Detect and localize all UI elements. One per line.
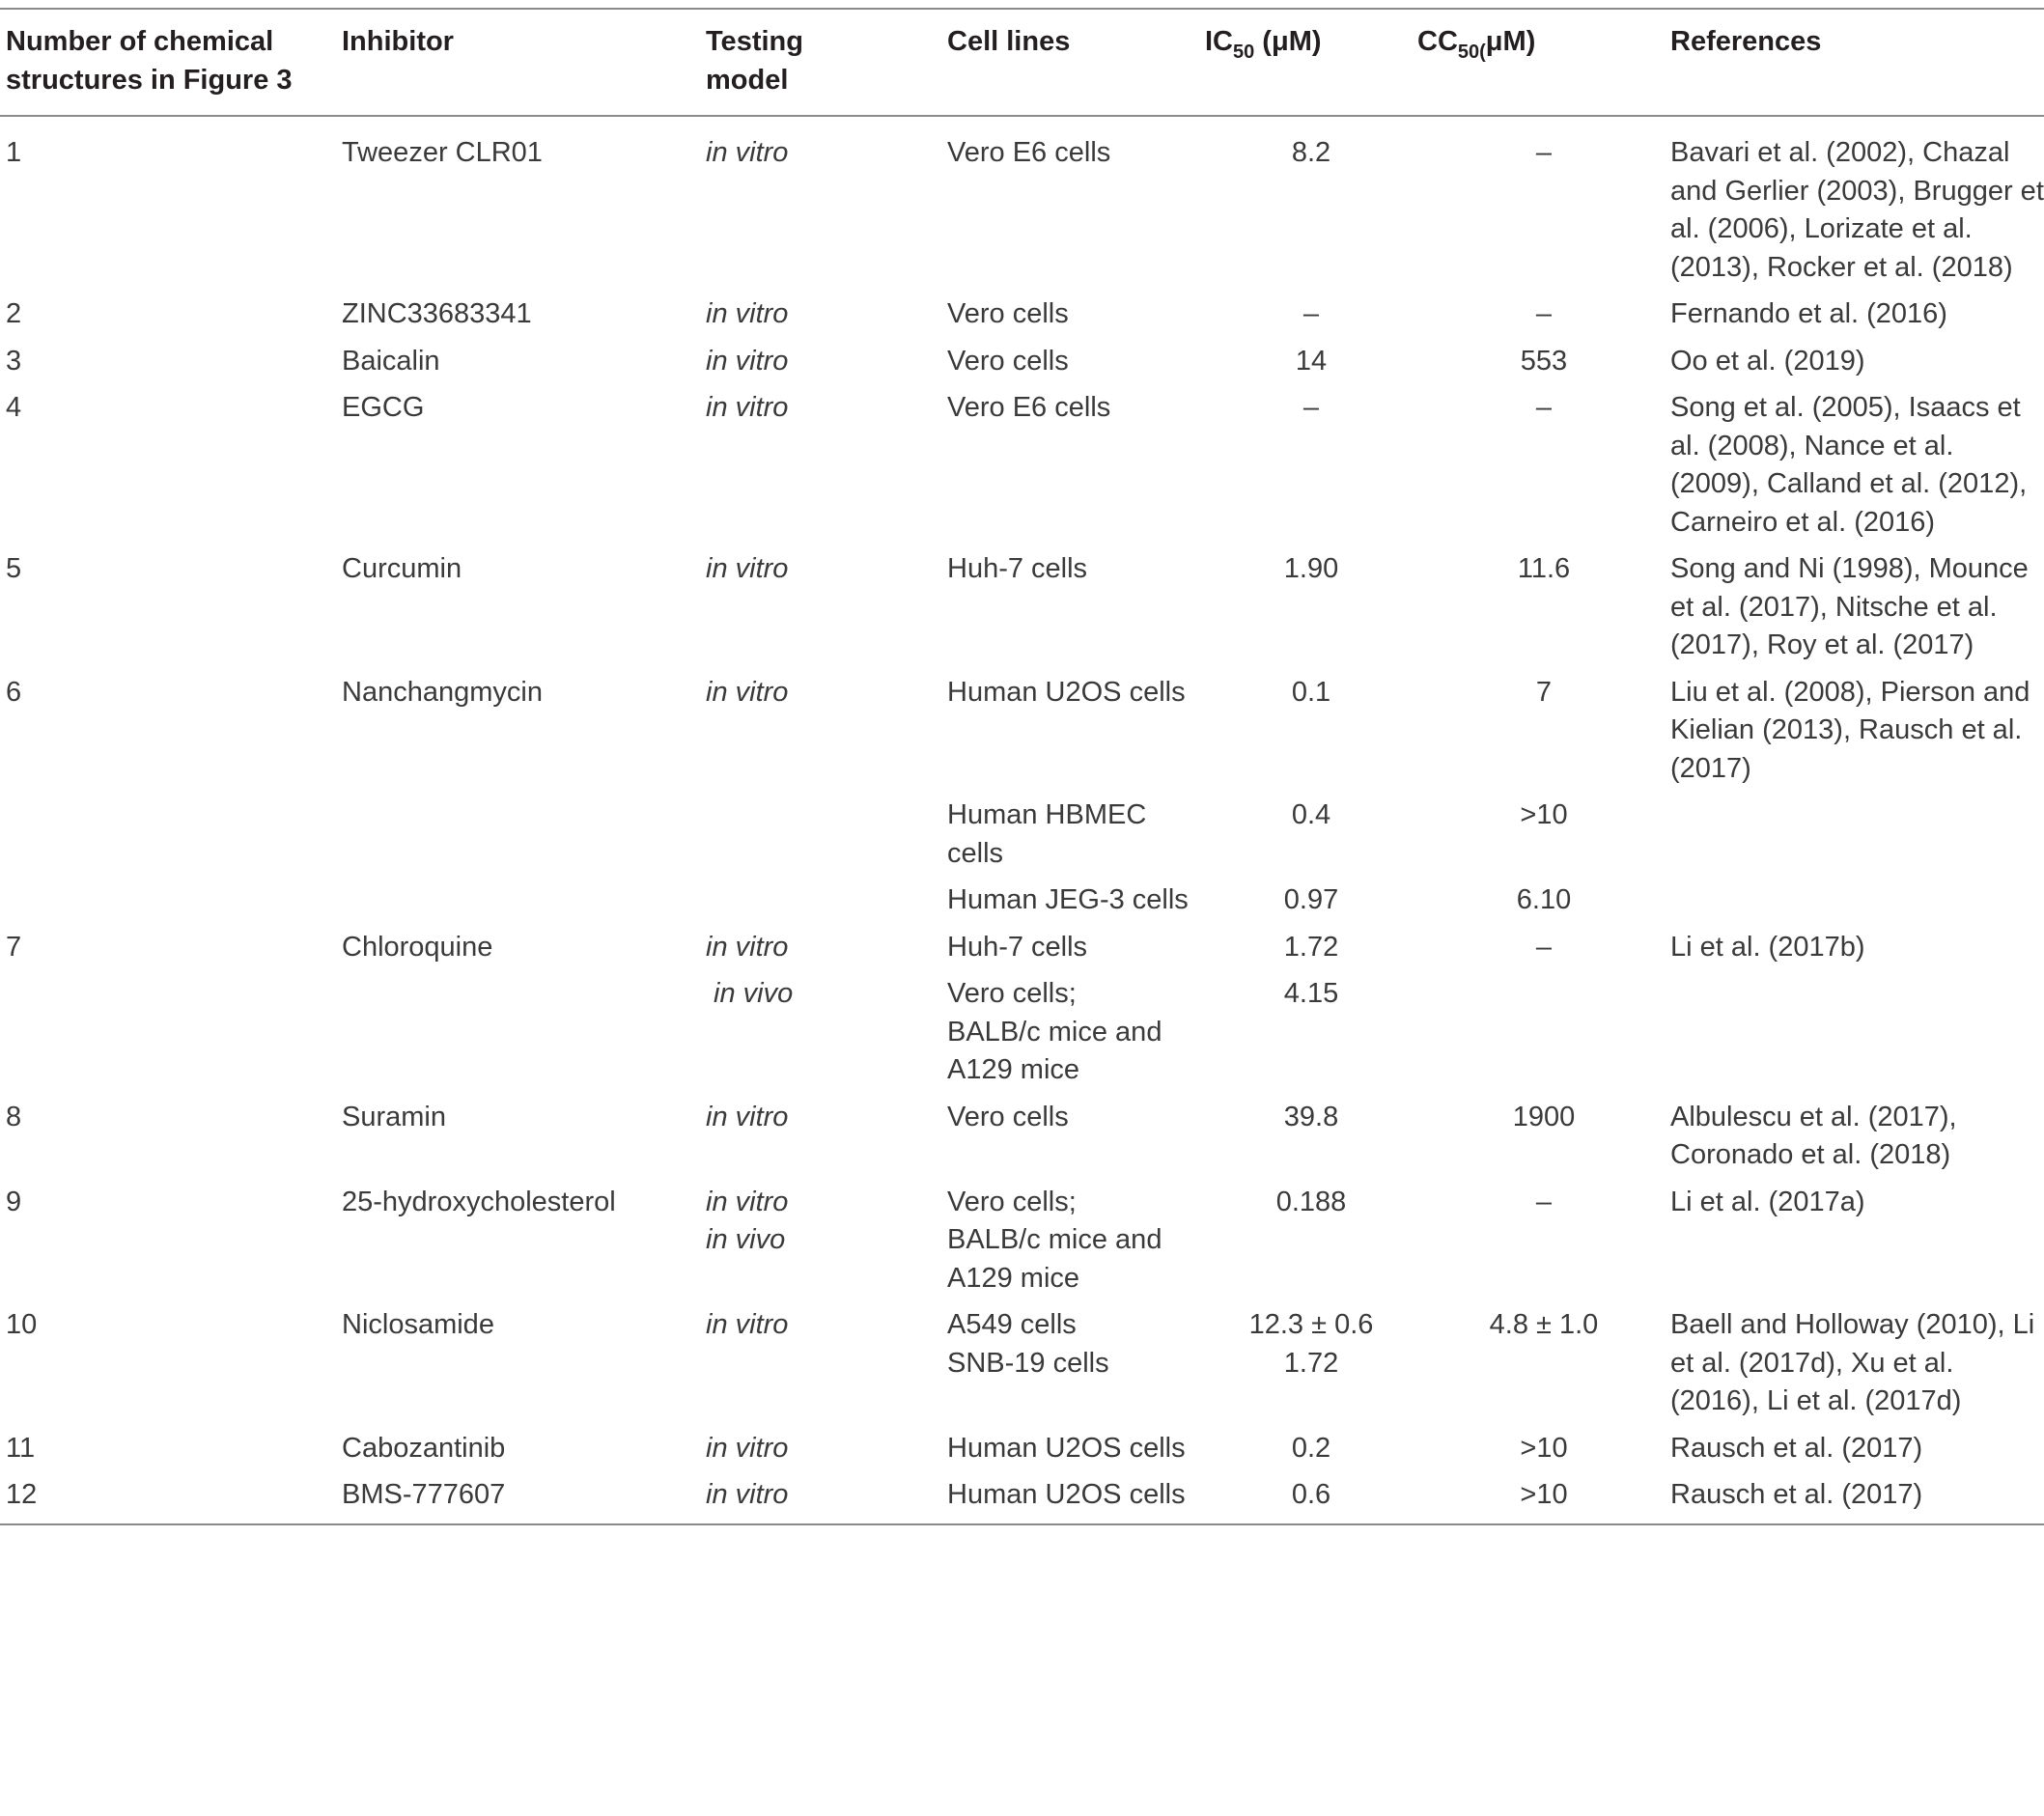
table-row — [0, 674, 2044, 797]
cell-inhibitor: ZINC33683341 — [342, 298, 532, 329]
cell-ic50: – — [1302, 298, 1320, 329]
cell-ic50: 0.4 — [1291, 799, 1331, 830]
cell-ic50-line: 12.3 ± 0.6 — [1248, 1309, 1374, 1340]
cell-cc50: 6.10 — [1516, 884, 1572, 915]
cell-number: 5 — [6, 553, 22, 584]
cell-references: Bavari et al. (2002), Chazal and Gerlier (2003), Brugger et al. (2006), Lorizate et al. (2013), Rocker et al. (2018) — [1670, 137, 2044, 283]
cell-inhibitor — [342, 796, 706, 881]
cell-testing-model: in vitro — [706, 1479, 789, 1510]
cell-inhibitor: Nanchangmycin — [342, 676, 543, 708]
cell-inhibitor: Curcumin — [342, 553, 462, 584]
cell-references: Rausch et al. (2017) — [1670, 1479, 1923, 1510]
table-row — [0, 389, 2044, 550]
cell-cc50: 7 — [1535, 676, 1553, 708]
header-ic50-main: IC — [1205, 26, 1233, 57]
cell-testing-model — [706, 975, 947, 1099]
cell-inhibitor — [342, 975, 706, 1099]
cell-testing-model-line: in vivo — [706, 1224, 786, 1255]
cell-number: 10 — [6, 1309, 38, 1340]
table-row — [0, 550, 2044, 674]
cell-references: Oo et al. (2019) — [1670, 345, 1865, 377]
header-cell-lines: Cell lines — [947, 26, 1071, 57]
cell-inhibitor: Cabozantinib — [342, 1432, 506, 1464]
cell-number: 3 — [6, 345, 22, 377]
cell-references: Liu et al. (2008), Pierson and Kielian (2013), Rausch et al. (2017) — [1670, 676, 2030, 784]
table-row — [0, 1099, 2044, 1184]
cell-ic50 — [1205, 1306, 1417, 1430]
cell-cc50: >10 — [1520, 1479, 1568, 1510]
cell-ic50: 39.8 — [1283, 1101, 1339, 1132]
cell-references: Li et al. (2017a) — [1670, 1186, 1865, 1217]
cell-references: Baell and Holloway (2010), Li et al. (2017d), Xu et al. (2016), Li et al. (2017d) — [1670, 1309, 2035, 1416]
cell-testing-model — [706, 1184, 947, 1307]
cell-cell-lines: Human JEG-3 cells — [947, 884, 1189, 915]
header-ic50-sub: 50 — [1233, 42, 1255, 63]
cell-number: 9 — [6, 1186, 22, 1217]
cell-cell-lines: Vero cells; BALB/c mice and A129 mice — [947, 978, 1162, 1085]
cell-number: 8 — [6, 1101, 22, 1132]
table-row — [0, 1476, 2044, 1524]
cell-number: 11 — [6, 1432, 36, 1464]
cell-testing-model: in vitro — [706, 1101, 789, 1132]
cell-cell-lines: Human U2OS cells — [947, 1479, 1186, 1510]
cell-number — [0, 796, 342, 881]
table-row — [0, 929, 2044, 976]
header-cc50-main: CC — [1417, 26, 1458, 57]
cell-inhibitor: Niclosamide — [342, 1309, 494, 1340]
cell-cc50: – — [1535, 137, 1553, 168]
cell-cc50: – — [1535, 931, 1553, 963]
cell-cell-lines: Human U2OS cells — [947, 676, 1186, 708]
cell-references — [1670, 796, 2044, 881]
cell-cell-lines: Vero cells — [947, 345, 1069, 377]
cell-references: Fernando et al. (2016) — [1670, 298, 1947, 329]
cell-ic50: 0.2 — [1291, 1432, 1331, 1464]
cell-ic50: 1.90 — [1283, 553, 1339, 584]
cell-cc50: 553 — [1520, 345, 1568, 377]
header-ic50 — [1205, 9, 1417, 116]
cell-cell-lines: Huh-7 cells — [947, 931, 1088, 963]
table-body — [0, 116, 2044, 1524]
cell-testing-model: in vitro — [706, 553, 789, 584]
cell-cell-lines: Human U2OS cells — [947, 1432, 1186, 1464]
cell-number: 1 — [6, 137, 22, 168]
cell-cc50 — [1417, 975, 1670, 1099]
cell-testing-model: in vitro — [706, 137, 789, 168]
header-cc50 — [1417, 9, 1670, 116]
cell-cc50: – — [1535, 392, 1553, 423]
cell-cc50: >10 — [1520, 1432, 1568, 1464]
cell-cell-lines: Vero cells — [947, 298, 1069, 329]
cell-testing-model-line: in vitro — [706, 1186, 789, 1217]
cell-references: Song et al. (2005), Isaacs et al. (2008), Nance et al. (2009), Calland et al. (2012), Carneiro et al. (2016) — [1670, 392, 2028, 538]
cell-references — [1670, 975, 2044, 1099]
header-cc50-unit: μM) — [1485, 26, 1536, 57]
table-row — [0, 1306, 2044, 1430]
cell-cell-lines: Vero E6 cells — [947, 137, 1111, 168]
cell-cell-lines: Human HBMEC cells — [947, 799, 1147, 869]
cell-testing-model: in vitro — [706, 298, 789, 329]
header-cc50-sub: 50( — [1457, 42, 1486, 63]
cell-number — [0, 975, 342, 1099]
cell-testing-model: in vitro — [706, 676, 789, 708]
header-references: References — [1670, 26, 1822, 57]
table-row — [0, 881, 2044, 929]
header-inhibitor: Inhibitor — [342, 26, 454, 57]
cell-cc50: – — [1535, 1186, 1553, 1217]
cell-number: 2 — [6, 298, 22, 329]
cell-cell-lines: Vero E6 cells — [947, 392, 1111, 423]
cell-ic50: 0.6 — [1291, 1479, 1331, 1510]
cell-inhibitor: BMS-777607 — [342, 1479, 506, 1510]
cell-inhibitor: Chloroquine — [342, 931, 493, 963]
header-number: Number of chemical structures in Figure 3 — [6, 26, 293, 96]
cell-cell-lines: Huh-7 cells — [947, 553, 1088, 584]
inhibitor-table — [0, 8, 2044, 1525]
table-row — [0, 796, 2044, 881]
cell-ic50: 8.2 — [1291, 137, 1331, 168]
cell-number — [0, 881, 342, 929]
cell-ic50: 14 — [1295, 345, 1328, 377]
table-row — [0, 1184, 2044, 1307]
cell-references: Li et al. (2017b) — [1670, 931, 1865, 963]
cell-testing-model: in vitro — [706, 392, 789, 423]
cell-cc50: – — [1535, 298, 1553, 329]
cell-ic50: 0.97 — [1283, 884, 1339, 915]
header-testing-model: Testing model — [706, 26, 803, 96]
cell-inhibitor: Tweezer CLR01 — [342, 137, 543, 168]
cell-cc50: 4.8 ± 1.0 — [1489, 1309, 1599, 1340]
cell-ic50: 1.72 — [1283, 931, 1339, 963]
table-row — [0, 116, 2044, 295]
cell-cc50: 11.6 — [1517, 553, 1571, 584]
table-row — [0, 343, 2044, 390]
table-row — [0, 1430, 2044, 1477]
cell-inhibitor: 25-hydroxycholesterol — [342, 1186, 616, 1217]
cell-cell-lines-line: SNB-19 cells — [947, 1347, 1109, 1379]
cell-testing-model — [706, 881, 947, 929]
cell-ic50: 0.188 — [1275, 1186, 1347, 1217]
cell-ic50: 4.15 — [1283, 978, 1339, 1009]
cell-cell-lines: Vero cells — [947, 1101, 1069, 1132]
cell-ic50: – — [1302, 392, 1320, 423]
cell-references: Song and Ni (1998), Mounce et al. (2017), Nitsche et al. (2017), Roy et al. (2017) — [1670, 553, 2029, 660]
cell-references — [1670, 881, 2044, 929]
cell-number: 12 — [6, 1479, 38, 1510]
cell-testing-model: in vitro — [706, 345, 789, 377]
table-row — [0, 295, 2044, 343]
cell-cell-lines: Vero cells; BALB/c mice and A129 mice — [947, 1186, 1162, 1294]
cell-inhibitor — [342, 881, 706, 929]
header-ic50-unit: (μM) — [1254, 26, 1322, 57]
cell-number: 7 — [6, 931, 22, 963]
table-header — [0, 9, 2044, 116]
cell-testing-model: in vitro — [706, 931, 789, 963]
cell-inhibitor: Suramin — [342, 1101, 446, 1132]
cell-number: 4 — [6, 392, 22, 423]
cell-number: 6 — [6, 676, 22, 708]
cell-testing-model: in vitro — [706, 1432, 789, 1464]
cell-testing-model: in vitro — [706, 1309, 789, 1340]
header-row — [0, 9, 2044, 116]
cell-testing-model-text: in vivo — [714, 978, 794, 1009]
cell-references: Rausch et al. (2017) — [1670, 1432, 1923, 1464]
cell-ic50-line: 1.72 — [1283, 1347, 1339, 1379]
cell-inhibitor: EGCG — [342, 392, 425, 423]
table-row — [0, 975, 2044, 1099]
cell-testing-model — [706, 796, 947, 881]
cell-cell-lines-line: A549 cells — [947, 1309, 1077, 1340]
cell-ic50: 0.1 — [1291, 676, 1331, 708]
cell-inhibitor: Baicalin — [342, 345, 440, 377]
cell-cc50: 1900 — [1512, 1101, 1576, 1132]
cell-references: Albulescu et al. (2017), Coronado et al. (2018) — [1670, 1101, 1957, 1170]
cell-cc50: >10 — [1520, 799, 1568, 830]
cell-cell-lines — [947, 1306, 1205, 1430]
